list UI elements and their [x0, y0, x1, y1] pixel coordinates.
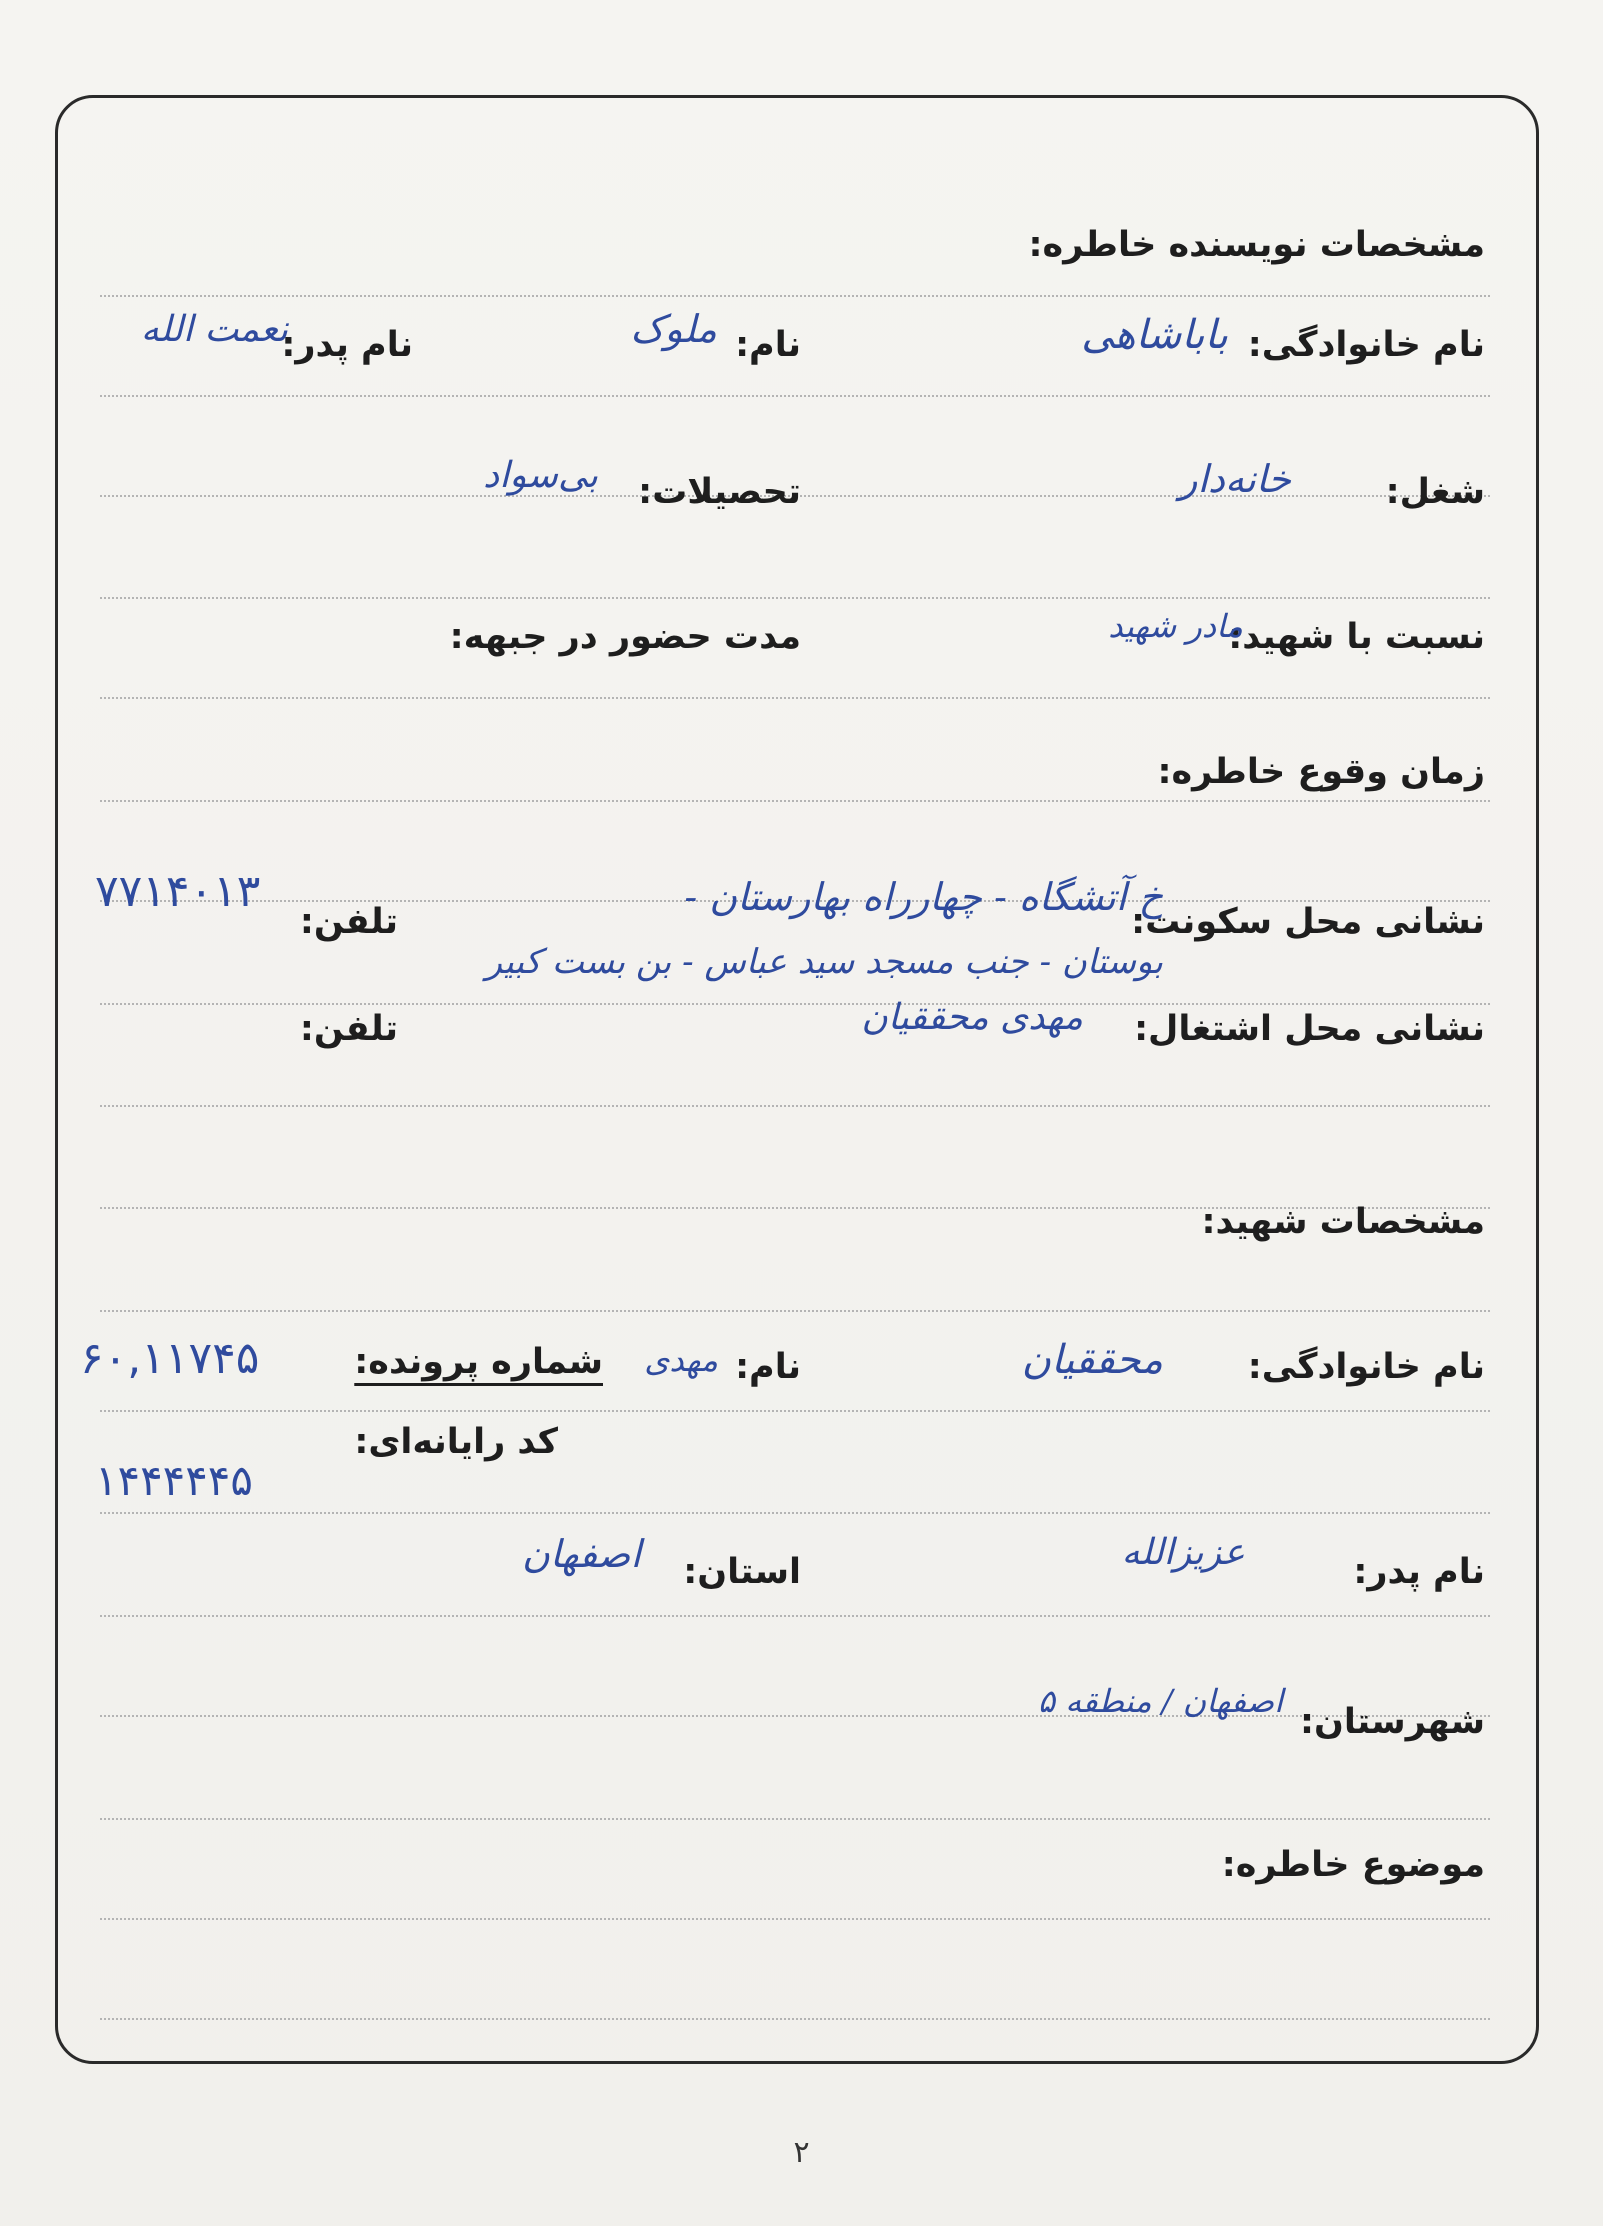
martyr-father-name-label: نام پدر: [1353, 1552, 1485, 1592]
form-frame [55, 95, 1539, 2064]
martyr-first-name-value: مهدی [644, 1341, 718, 1379]
dotted-line [100, 1615, 1490, 1617]
dotted-line [100, 395, 1490, 397]
martyr-family-name-label: نام خانوادگی: [1247, 1347, 1485, 1387]
page-number: ۲ [793, 2135, 810, 2170]
writer-family-name-value: باباشاهی [1081, 312, 1228, 358]
dotted-line [100, 1410, 1490, 1412]
martyr-file-number-label: شماره پرونده: [354, 1342, 603, 1382]
writer-memory-time-label: زمان وقوع خاطره: [1157, 752, 1485, 792]
dotted-line [100, 697, 1490, 699]
writer-residence-phone-label: تلفن: [299, 902, 398, 942]
dotted-line [100, 800, 1490, 802]
writer-work-value: مهدی محققیان [861, 997, 1083, 1038]
writer-front-duration-label: مدت حضور در جبهه: [449, 617, 801, 657]
writer-residence-label: نشانی محل سکونت: [1131, 902, 1485, 942]
martyr-computer-code-label: کد رایانه‌ای: [354, 1422, 558, 1462]
writer-relation-value: مادر شهید [1108, 607, 1243, 645]
writer-residence-phone-value: ۷۷۱۴۰۱۳ [95, 866, 261, 917]
writer-father-name-value: نعمت الله [140, 309, 288, 350]
dotted-line [100, 1818, 1490, 1820]
martyr-city-label: شهرستان: [1299, 1702, 1485, 1742]
writer-education-value: بی‌سواد [483, 455, 598, 496]
martyr-computer-code-value: ۱۴۴۴۴۴۵ [95, 1456, 253, 1505]
martyr-father-name-value: عزیزالله [1121, 1532, 1245, 1573]
martyr-first-name-label: نام: [735, 1347, 801, 1387]
writer-work-label: نشانی محل اشتغال: [1134, 1009, 1485, 1049]
writer-first-name-label: نام: [735, 325, 801, 365]
writer-work-phone-label: تلفن: [299, 1009, 398, 1049]
martyr-file-number-value: ۶۰,۱۱۷۴۵ [80, 1333, 260, 1384]
dotted-line [100, 1512, 1490, 1514]
martyr-heading: مشخصات شهید: [1201, 1202, 1485, 1242]
martyr-subject-label: موضوع خاطره: [1221, 1845, 1485, 1885]
dotted-line [100, 1105, 1490, 1107]
writer-education-label: تحصیلات: [638, 472, 801, 512]
writer-job-value: خانه‌دار [1179, 457, 1291, 501]
martyr-province-value: اصفهان [521, 1532, 641, 1576]
dotted-line [100, 1918, 1490, 1920]
writer-residence-value: خ آتشگاه - چهارراه بهارستان - [684, 875, 1163, 919]
writer-heading: مشخصات نویسنده خاطره: [1028, 225, 1485, 265]
dotted-line [100, 1310, 1490, 1312]
martyr-family-name-value: محققیان [1021, 1337, 1163, 1383]
dotted-line [100, 597, 1490, 599]
martyr-city-value: اصفهان / منطقه ۵ [1037, 1682, 1283, 1720]
martyr-province-label: استان: [683, 1552, 801, 1592]
writer-first-name-value: ملوک [630, 307, 717, 351]
writer-relation-label: نسبت با شهید: [1228, 617, 1485, 657]
dotted-line [100, 1003, 1490, 1005]
writer-job-label: شغل: [1385, 472, 1485, 512]
writer-residence-extra: بوستان - جنب مسجد سید عباس - بن بست کبیر [485, 942, 1163, 982]
writer-father-name-label: نام پدر: [281, 325, 413, 365]
dotted-line [100, 2018, 1490, 2020]
writer-family-name-label: نام خانوادگی: [1247, 325, 1485, 365]
dotted-line [100, 295, 1490, 297]
